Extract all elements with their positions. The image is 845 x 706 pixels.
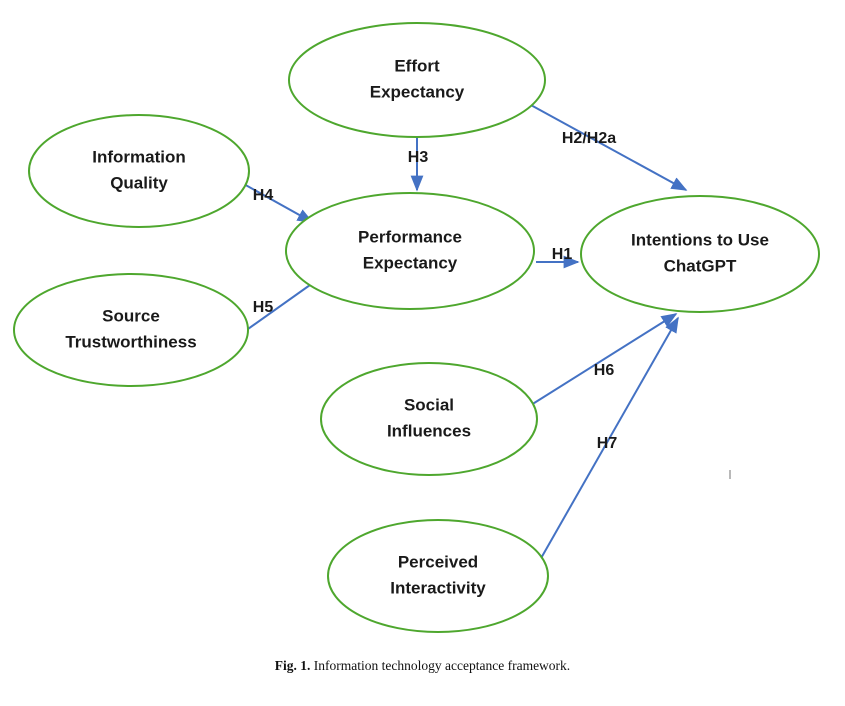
figure-caption-text: Information technology acceptance framework. bbox=[313, 658, 571, 673]
node-information-quality bbox=[29, 115, 249, 227]
node-effort-expectancy-ellipse bbox=[289, 23, 545, 137]
node-effort-expectancy-line2: Expectancy bbox=[369, 82, 465, 102]
node-source-trustworthiness-line1: Source bbox=[102, 306, 160, 326]
node-intentions-to-use-chatgpt bbox=[581, 196, 819, 312]
figure-caption bbox=[0, 658, 845, 674]
node-social-influences-line2: Influences bbox=[386, 421, 472, 441]
node-intentions-to-use-chatgpt-line2: ChatGPT bbox=[663, 256, 737, 276]
edge-h7 bbox=[540, 318, 678, 560]
node-information-quality-line1: Information bbox=[92, 147, 186, 167]
node-social-influences-ellipse bbox=[321, 363, 537, 475]
node-performance-expectancy-line2: Expectancy bbox=[362, 253, 458, 273]
artifact-speck bbox=[729, 470, 731, 479]
node-source-trustworthiness-ellipse bbox=[14, 274, 248, 386]
node-effort-expectancy bbox=[289, 23, 545, 137]
edge-h3-label: H3 bbox=[407, 149, 429, 167]
node-performance-expectancy bbox=[286, 193, 534, 309]
edge-h1-label: H1 bbox=[551, 246, 573, 264]
node-performance-expectancy-line1: Performance bbox=[358, 227, 462, 247]
edge-h2 bbox=[529, 104, 686, 190]
node-perceived-interactivity-ellipse bbox=[328, 520, 548, 632]
node-source-trustworthiness bbox=[14, 274, 248, 386]
edge-h5-label: H5 bbox=[252, 299, 274, 317]
edge-h1 bbox=[536, 246, 578, 263]
node-social-influences-line1: Social bbox=[403, 395, 455, 415]
node-perceived-interactivity-line2: Interactivity bbox=[390, 578, 486, 598]
edge-h3 bbox=[408, 138, 429, 190]
edge-h4-label: H4 bbox=[252, 187, 274, 205]
figure-caption-label: Fig. 1. bbox=[274, 658, 311, 673]
node-social-influences bbox=[321, 363, 537, 475]
node-intentions-to-use-chatgpt-ellipse bbox=[581, 196, 819, 312]
node-source-trustworthiness-line2: Trustworthiness bbox=[65, 332, 197, 352]
node-performance-expectancy-ellipse bbox=[286, 193, 534, 309]
node-information-quality-line2: Quality bbox=[110, 173, 168, 193]
edge-h2-label: H2/H2a bbox=[561, 130, 617, 148]
node-effort-expectancy-line1: Effort bbox=[394, 56, 440, 76]
node-perceived-interactivity-line1: Perceived bbox=[397, 552, 479, 572]
edge-h6-label: H6 bbox=[593, 362, 615, 380]
node-intentions-to-use-chatgpt-line1: Intentions to Use bbox=[631, 230, 769, 250]
node-perceived-interactivity bbox=[328, 520, 548, 632]
edge-h7-label: H7 bbox=[596, 435, 618, 453]
node-information-quality-ellipse bbox=[29, 115, 249, 227]
